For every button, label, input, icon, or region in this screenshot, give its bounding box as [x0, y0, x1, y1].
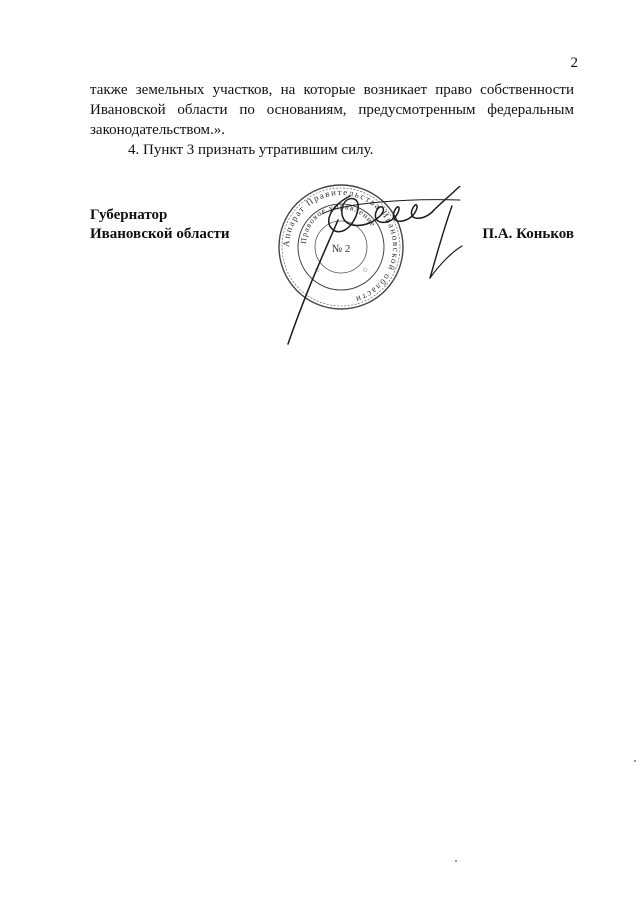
seal-center-text: № 2	[331, 243, 351, 255]
signatory-name: П.А. Коньков	[482, 226, 574, 242]
signatory-title	[90, 206, 230, 244]
document-body	[90, 80, 574, 160]
signatory-title-line2: Ивановской области	[90, 226, 230, 242]
page-number: 2	[570, 55, 578, 71]
paragraph-continuation: также земельных участков, на которые возникает право собственности Ивановской области по основаниям, предусмотренным федеральным законодательством.».	[90, 82, 574, 138]
signatory-title-line1: Губернатор	[90, 207, 168, 223]
seal-outer-text: Аппарат Правительства Ивановской области	[280, 186, 402, 306]
svg-text:☆: ☆	[314, 266, 321, 274]
seal-inner-text: Правовое управление	[298, 201, 378, 245]
svg-text:☆: ☆	[362, 266, 369, 274]
signature-block	[90, 186, 574, 346]
handwritten-signature	[230, 186, 480, 346]
scan-artifact	[455, 860, 457, 862]
paragraph-item-4: 4. Пункт 3 признать утратившим силу.	[128, 142, 374, 158]
scan-artifact	[634, 760, 636, 762]
